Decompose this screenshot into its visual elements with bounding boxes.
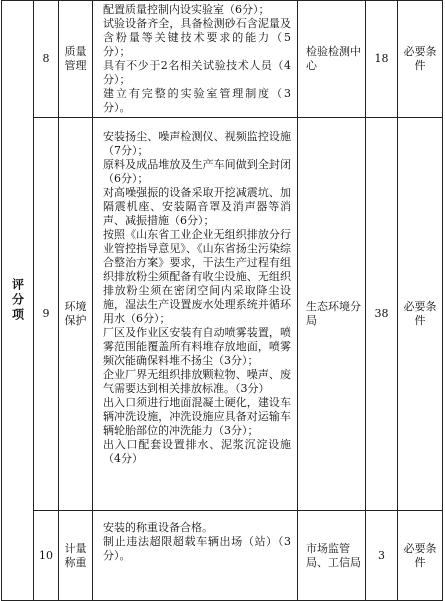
condition-label: 必要条件 (398, 118, 443, 511)
requirement-line: 配置质量控制内设实验室（6分）； (103, 3, 270, 16)
requirement-line: 安装的称重设备合格。 (103, 521, 213, 534)
table-row (2, 118, 443, 511)
requirements-cell (93, 118, 298, 511)
condition-label: 必要条件 (398, 1, 443, 118)
item-number: 9 (34, 118, 59, 511)
item-name: 质量管理 (59, 1, 93, 118)
condition-label: 必要条件 (398, 511, 443, 601)
requirement-line: 安装扬尘、噪声检测仪、视频监控设施（7分）； (103, 130, 291, 157)
score-value: 3 (366, 511, 398, 601)
requirement-line: 对高噪强振的设备采取开挖减震坑、加隔震机座、安装隔音罩及消声器等消声、减振措施（6分）； (103, 186, 291, 227)
table-row (2, 1, 443, 118)
requirements-cell (93, 511, 298, 601)
requirement-line: 出入口须进行地面混凝土硬化，建设车辆冲洗设施，冲洗设施应具备对运输车辆轮胎部位的冲洗能力（3分）； (103, 396, 291, 437)
requirement-line: 按照《山东省工业企业无组织排放分行业管控指导意见》、《山东省扬尘污染综合整治方案》要求，干法生产过程有组织排放粉尘须配备有收尘设施、无组织排放粉尘须在密闭空间内采取降尘设施，湿法生产设置废水处理系统并循环用水（6分）； (103, 228, 291, 325)
responsible-agency: 生态环境分局 (298, 118, 366, 511)
requirement-line: 具有不少于2名相关试验技术人员（4分）； (103, 59, 291, 86)
requirement-line: 企业厂界无组织排放颗粒物、噪声、废气需要达到相关排放标准。（3分） (103, 368, 291, 395)
item-name: 计量称重 (59, 511, 93, 601)
category-cell (2, 1, 34, 601)
responsible-agency: 检验检测中心 (298, 1, 366, 118)
requirement-line: 原料及成品堆放及生产车间做到全封闭（6分）； (103, 158, 291, 185)
item-number: 8 (34, 1, 59, 118)
table-row (2, 511, 443, 601)
requirement-line: 试验设备齐全，具备检测砂石含泥量及含粉量等关键技术要求的能力（5分）； (103, 17, 291, 58)
responsible-agency: 市场监管局、工信局 (298, 511, 366, 601)
requirements-cell (93, 1, 298, 118)
item-number: 10 (34, 511, 59, 601)
scoring-table (1, 0, 443, 601)
requirement-line: 建立有完整的实验室管理制度（3分）。 (103, 87, 291, 114)
category-label: 评分项 (10, 278, 25, 323)
requirement-line: 出入口配套设置排水、泥浆沉淀设施（4分） (103, 438, 291, 465)
requirement-line: 厂区及作业区安装有自动喷雾装置，喷雾范围能覆盖所有料堆存放地面，喷雾频次能确保料堆不扬尘（3分）； (103, 326, 291, 367)
score-value: 38 (366, 118, 398, 511)
requirement-line: 制止违法超限超载车辆出场（站）（3分）。 (103, 535, 291, 562)
item-name: 环境保护 (59, 118, 93, 511)
score-value: 18 (366, 1, 398, 118)
